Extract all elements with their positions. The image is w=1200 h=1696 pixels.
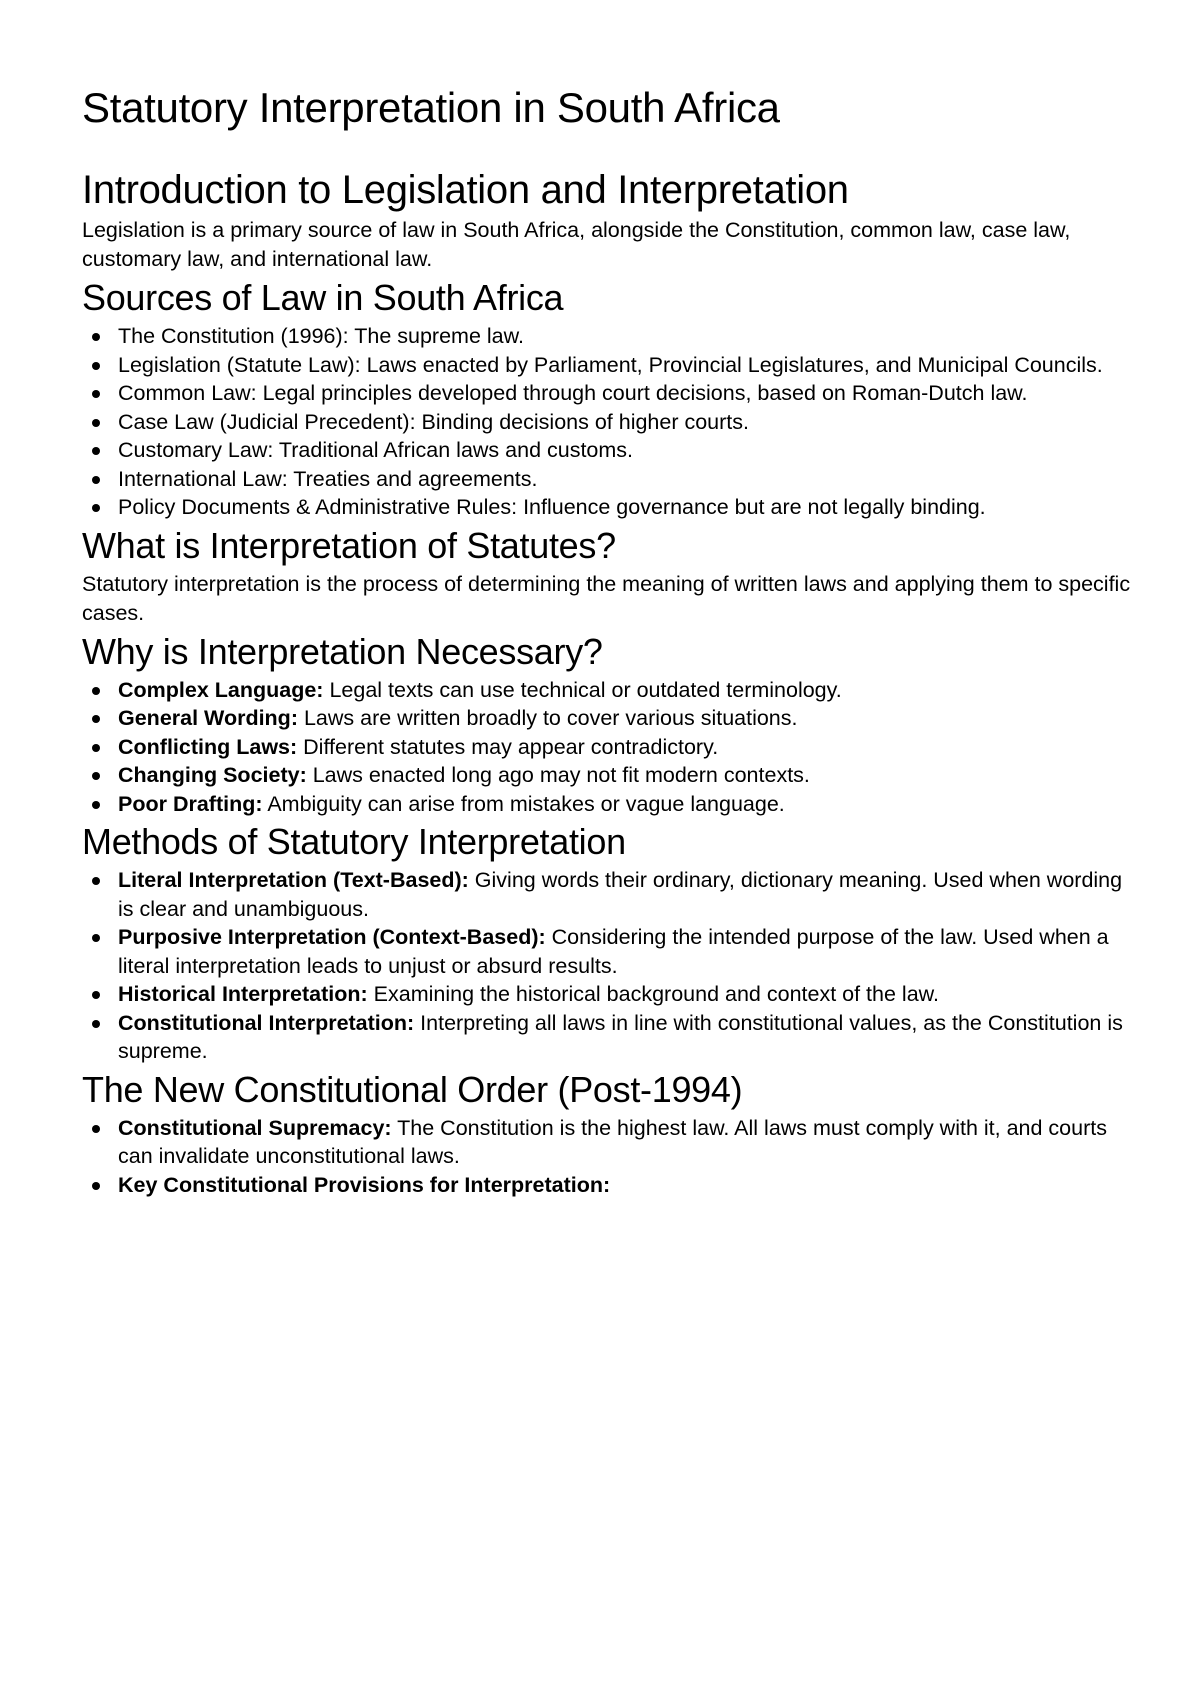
list-item	[82, 493, 1132, 522]
list-item	[82, 408, 1132, 437]
list-item-term: Conflicting Laws:	[118, 734, 298, 759]
list-item-term: Complex Language:	[118, 677, 324, 702]
why-list	[82, 676, 1132, 819]
list-item	[82, 436, 1132, 465]
list-item	[82, 790, 1132, 819]
list-item-term: Changing Society:	[118, 763, 307, 787]
document-page	[82, 78, 1132, 1199]
list-item	[82, 1009, 1132, 1066]
methods-heading: Methods of Statutory Interpretation	[82, 821, 626, 862]
list-item	[82, 379, 1132, 408]
bullet-icon	[92, 772, 100, 780]
list-item	[82, 866, 1132, 923]
methods-list	[82, 866, 1132, 1066]
why-heading: Why is Interpretation Necessary?	[82, 630, 603, 672]
list-item-text: Giving words their ordinary, dictionary meaning. Used when wording is clear and unambiguous.	[118, 868, 1123, 921]
order-list	[82, 1114, 1132, 1200]
intro-heading: Introduction to Legislation and Interpretation	[82, 168, 849, 212]
list-item-text: Customary Law: Traditional African laws and customs.	[118, 438, 634, 462]
list-item-text: Legal texts can use technical or outdated terminology.	[323, 677, 842, 702]
list-item-text: Laws enacted long ago may not fit modern contexts.	[306, 763, 810, 787]
intro-paragraph: Legislation is a primary source of law in South Africa, alongside the Constitution, common law, case law, customary law, and international law.	[82, 218, 1071, 271]
list-item-term: Constitutional Interpretation:	[118, 1010, 415, 1035]
list-item	[82, 676, 1132, 705]
list-item-text: Laws are written broadly to cover various situations.	[297, 706, 798, 730]
list-item-term: Historical Interpretation:	[118, 982, 368, 1006]
bullet-icon	[92, 877, 100, 885]
bullet-icon	[92, 1125, 100, 1133]
bullet-icon	[92, 476, 100, 484]
list-item	[82, 980, 1132, 1009]
list-item-text: Examining the historical background and context of the law.	[367, 982, 939, 1006]
list-item	[82, 1171, 1132, 1200]
list-item	[82, 704, 1132, 733]
list-item-term: Key Constitutional Provisions for Interpretation:	[118, 1172, 611, 1197]
sources-heading: Sources of Law in South Africa	[82, 277, 564, 318]
order-heading: The New Constitutional Order (Post-1994)	[82, 1068, 743, 1110]
list-item-text: Interpreting all laws in line with constitutional values, as the Constitution is supreme.	[118, 1010, 1123, 1063]
list-item-term: Literal Interpretation (Text-Based):	[118, 868, 469, 892]
bullet-icon	[92, 504, 100, 512]
list-item-text: Ambiguity can arise from mistakes or vague language.	[262, 791, 785, 816]
list-item	[82, 351, 1132, 380]
bullet-icon	[92, 715, 100, 723]
list-item	[82, 923, 1132, 980]
bullet-icon	[92, 1020, 100, 1028]
bullet-icon	[92, 744, 100, 752]
list-item-text: Policy Documents & Administrative Rules: Influence governance but are not legally binding.	[118, 495, 986, 519]
bullet-icon	[92, 333, 100, 341]
bullet-icon	[92, 1182, 100, 1190]
what-paragraph: Statutory interpretation is the process of determining the meaning of written laws and applying them to specific cases.	[82, 571, 1131, 625]
list-item-text: Different statutes may appear contradictory.	[297, 734, 719, 759]
bullet-icon	[92, 390, 100, 398]
list-item-term: Constitutional Supremacy:	[118, 1115, 392, 1140]
sources-list	[82, 322, 1132, 522]
bullet-icon	[92, 687, 100, 695]
list-item-text: The Constitution is the highest law. All laws must comply with it, and courts can invalidate unconstitutional laws.	[118, 1115, 1107, 1168]
bullet-icon	[92, 362, 100, 370]
list-item-term: General Wording:	[118, 706, 298, 730]
list-item	[82, 465, 1132, 494]
document-title: Statutory Interpretation in South Africa	[82, 84, 780, 131]
list-item	[82, 1114, 1132, 1171]
list-item	[82, 322, 1132, 351]
bullet-icon	[92, 934, 100, 942]
bullet-icon	[92, 801, 100, 809]
list-item	[82, 761, 1132, 790]
list-item-text: Case Law (Judicial Precedent): Binding decisions of higher courts.	[118, 409, 749, 434]
list-item-text: Common Law: Legal principles developed through court decisions, based on Roman-Dutch law.	[118, 381, 1028, 405]
what-heading: What is Interpretation of Statutes?	[82, 524, 616, 566]
list-item-text: The Constitution (1996): The supreme law.	[118, 324, 524, 348]
list-item	[82, 733, 1132, 762]
bullet-icon	[92, 447, 100, 455]
list-item-text: Considering the intended purpose of the law. Used when a literal interpretation leads to unjust or absurd results.	[118, 925, 1109, 978]
list-item-term: Purposive Interpretation (Context-Based):	[118, 925, 546, 949]
list-item-term: Poor Drafting:	[118, 791, 263, 816]
bullet-icon	[92, 419, 100, 427]
list-item-text: Legislation (Statute Law): Laws enacted by Parliament, Provincial Legislatures, and Municipal Councils.	[118, 352, 1103, 377]
bullet-icon	[92, 991, 100, 999]
list-item-text: International Law: Treaties and agreements.	[118, 466, 538, 491]
